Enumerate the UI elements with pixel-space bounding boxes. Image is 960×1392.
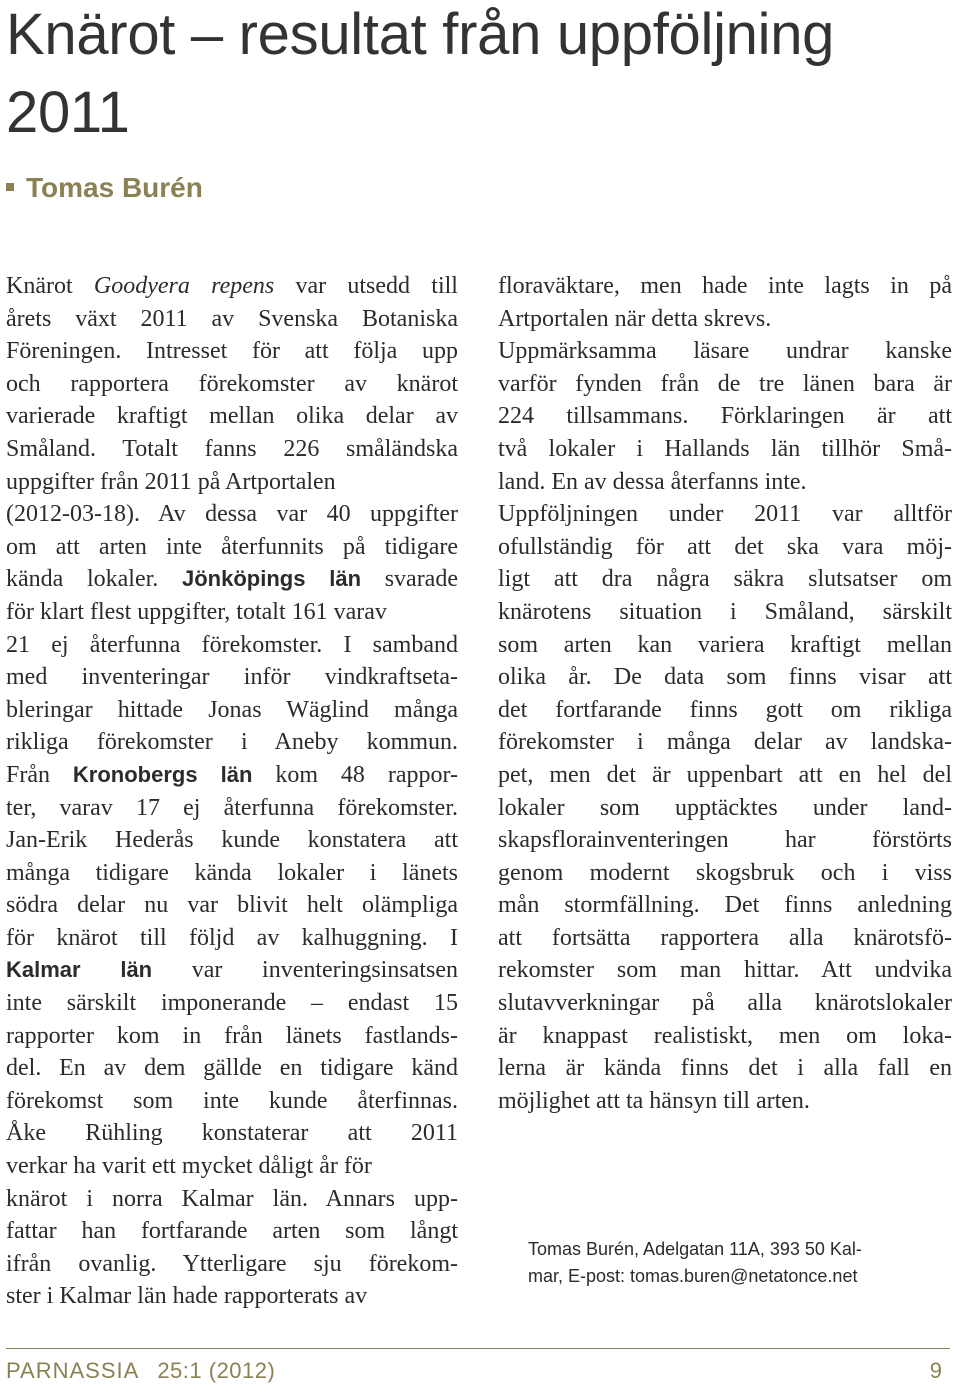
text-line [6, 1150, 458, 1183]
text-line [6, 368, 458, 401]
text-run: floraväktare, men hade inte lagts in på [498, 273, 952, 299]
text-line [6, 1020, 458, 1053]
text-line [6, 1052, 458, 1085]
contact-line: mar, E-post: tomas.buren@netatonce.net [528, 1266, 858, 1286]
text-line [6, 466, 458, 499]
text-line [498, 466, 952, 499]
text-run: ifrån ovanlig. Ytterligare sju förekom- [6, 1250, 458, 1277]
text-line [6, 498, 458, 531]
text-run: årets växt 2011 av Svenska Botaniska [6, 305, 458, 332]
text-run: skapsflorainventeringen har förstörts [498, 827, 952, 854]
right-column [498, 270, 952, 1117]
text-run: Åke Rühling konstaterar att 2011 [6, 1120, 458, 1147]
text-line [498, 368, 952, 401]
text-line [6, 1085, 458, 1118]
text-line [6, 563, 458, 596]
text-line [6, 1215, 458, 1248]
text-line [6, 889, 458, 922]
text-line [498, 824, 952, 857]
text-line [498, 922, 952, 955]
text-line [6, 1117, 458, 1150]
author-byline [6, 168, 203, 208]
text-run: med inventeringar inför vindkraftseta- [6, 664, 458, 691]
text-line [498, 792, 952, 825]
text-run: verkar ha varit ett mycket dåligt år för [6, 1153, 372, 1180]
text-run: Småland. Totalt fanns 226 småländska [6, 435, 458, 462]
text-line [498, 954, 952, 987]
text-line [6, 824, 458, 857]
text-line [6, 335, 458, 368]
text-line [498, 694, 952, 727]
text-run: Artportalen när detta skrevs. [498, 305, 772, 332]
left-column [6, 270, 458, 1313]
text-run: rapporter kom in från länets fastlands- [6, 1022, 458, 1049]
text-line [6, 400, 458, 433]
text-line [6, 661, 458, 694]
text-run: var inventeringsinsatsen [152, 957, 458, 984]
text-run: förekomster i många delar av landska- [498, 729, 952, 756]
text-run: fattar han fortfarande arten som långt [6, 1218, 458, 1245]
text-run: Knärot [6, 273, 94, 299]
text-run: för klart flest uppgifter, totalt 161 varav [6, 598, 387, 625]
text-run: var utsedd till [274, 273, 458, 299]
text-run: land. En av dessa återfanns inte. [498, 468, 807, 495]
text-run: och rapportera förekomster av knärot [6, 370, 458, 397]
text-line [6, 759, 458, 792]
text-line [6, 726, 458, 759]
contact-line: Tomas Burén, Adelgatan 11A, 393 50 Kal- [528, 1239, 862, 1259]
page-number: 9 [929, 1358, 942, 1383]
text-run: genom modernt skogsbruk och i viss [498, 859, 952, 886]
text-run: lokaler som upptäcktes under land- [498, 794, 952, 821]
text-line [498, 1052, 952, 1085]
text-run: är knappast realistiskt, men om loka- [498, 1022, 952, 1049]
text-line [498, 270, 952, 303]
text-run: möjlighet att ta hänsyn till arten. [498, 1087, 810, 1114]
author-contact [528, 1236, 948, 1290]
text-run: uppgifter från 2011 på Artportalen [6, 468, 336, 495]
text-line [498, 400, 952, 433]
text-run: slutavverkningar på alla knärotslokaler [498, 990, 952, 1017]
text-run: varför fynden från de tre länen bara är [498, 370, 952, 397]
text-line [6, 629, 458, 662]
species-name: Goodyera repens [93, 273, 275, 299]
text-line [6, 596, 458, 629]
text-run: Från [6, 761, 73, 788]
text-line [498, 661, 952, 694]
text-line [6, 987, 458, 1020]
text-line [498, 1020, 952, 1053]
text-run: södra delar nu var blivit helt olämpliga [6, 892, 458, 919]
journal-issue: 25:1 (2012) [157, 1358, 276, 1383]
county-name: Kalmar län [6, 957, 153, 983]
text-line [6, 270, 458, 303]
text-line [6, 1183, 458, 1216]
text-line [498, 563, 952, 596]
text-run: om att arten inte återfunnits på tidigare [6, 533, 458, 560]
text-run: förekomst som inte kunde återfinnas. [6, 1087, 458, 1114]
text-line [6, 792, 458, 825]
footer-divider [6, 1348, 950, 1349]
text-line [6, 922, 458, 955]
text-run: många tidigare kända lokaler i länets [6, 859, 458, 886]
county-name: Jönköpings län [181, 566, 362, 592]
text-run: svarade [361, 566, 458, 593]
text-run: som arten kan variera kraftigt mellan [498, 631, 952, 658]
text-run: ofullständig för att det ska vara möj- [498, 533, 952, 560]
text-run: kom 48 rappor- [252, 761, 458, 788]
footer-journal [6, 1356, 275, 1386]
text-line [498, 629, 952, 662]
text-run: ter, varav 17 ej återfunna förekomster. [6, 794, 458, 821]
text-run: Jan-Erik Hederås kunde konstatera att [6, 827, 458, 854]
text-line [498, 335, 952, 368]
text-run: inte särskilt imponerande – endast 15 [6, 990, 458, 1017]
text-line [498, 498, 952, 531]
text-run: olika år. De data som finns visar att [498, 664, 952, 691]
text-line [6, 694, 458, 727]
text-line [498, 531, 952, 564]
text-line [6, 303, 458, 336]
text-run: att fortsätta rapportera alla knärotsfö- [498, 924, 952, 951]
text-line [6, 531, 458, 564]
text-line [6, 954, 458, 987]
text-line [498, 889, 952, 922]
text-line [498, 726, 952, 759]
text-run: för knärot till följd av kalhuggning. I [6, 924, 458, 951]
text-run: rikliga förekomster i Aneby kommun. [6, 729, 458, 756]
text-line [498, 303, 952, 336]
text-run: ligt att dra några säkra slutsatser om [498, 566, 952, 593]
author-name: Tomas Burén [26, 172, 203, 203]
text-line [498, 759, 952, 792]
article-title: Knärot – resultat från uppföljning 2011 [6, 2, 835, 145]
text-run: två lokaler i Hallands län tillhör Små- [498, 435, 952, 462]
journal-name: PARNASSIA [6, 1358, 140, 1383]
county-name: Kronobergs län [72, 761, 253, 787]
text-run: ster i Kalmar län hade rapporterats av [6, 1283, 368, 1310]
text-run: Föreningen. Intresset för att följa upp [6, 338, 458, 365]
text-line [6, 1280, 458, 1313]
text-run: kända lokaler. [6, 566, 182, 593]
text-line [6, 433, 458, 466]
text-line [6, 857, 458, 890]
text-run: lerna är kända finns det i alla fall en [498, 1055, 952, 1082]
text-run: Uppmärksamma läsare undrar kanske [498, 338, 952, 365]
text-run: Uppföljningen under 2011 var alltför [498, 501, 952, 528]
text-line [498, 596, 952, 629]
square-bullet-icon [6, 183, 14, 191]
text-run: knärotens situation i Småland, särskilt [498, 598, 952, 625]
text-run: mån stormfällning. Det finns anledning [498, 892, 952, 919]
text-line [6, 1248, 458, 1281]
text-line [498, 433, 952, 466]
text-run: knärot i norra Kalmar län. Annars upp- [6, 1185, 458, 1212]
text-line [498, 857, 952, 890]
text-run: (2012-03-18). Av dessa var 40 uppgifter [6, 501, 458, 528]
text-run: rekomster som man hittar. Att undvika [498, 957, 952, 984]
text-run: pet, men det är uppenbart att en hel del [498, 761, 952, 788]
text-run: 224 tillsammans. Förklaringen är att [498, 403, 952, 430]
text-line [498, 1085, 952, 1118]
text-run: 21 ej återfunna förekomster. I samband [6, 631, 458, 658]
text-run: varierade kraftigt mellan olika delar av [6, 403, 458, 430]
text-run: del. En av dem gällde en tidigare känd [6, 1055, 458, 1082]
text-run: det fortfarande finns gott om rikliga [498, 696, 952, 723]
text-run: bleringar hittade Jonas Wäglind många [6, 696, 458, 723]
text-line [498, 987, 952, 1020]
